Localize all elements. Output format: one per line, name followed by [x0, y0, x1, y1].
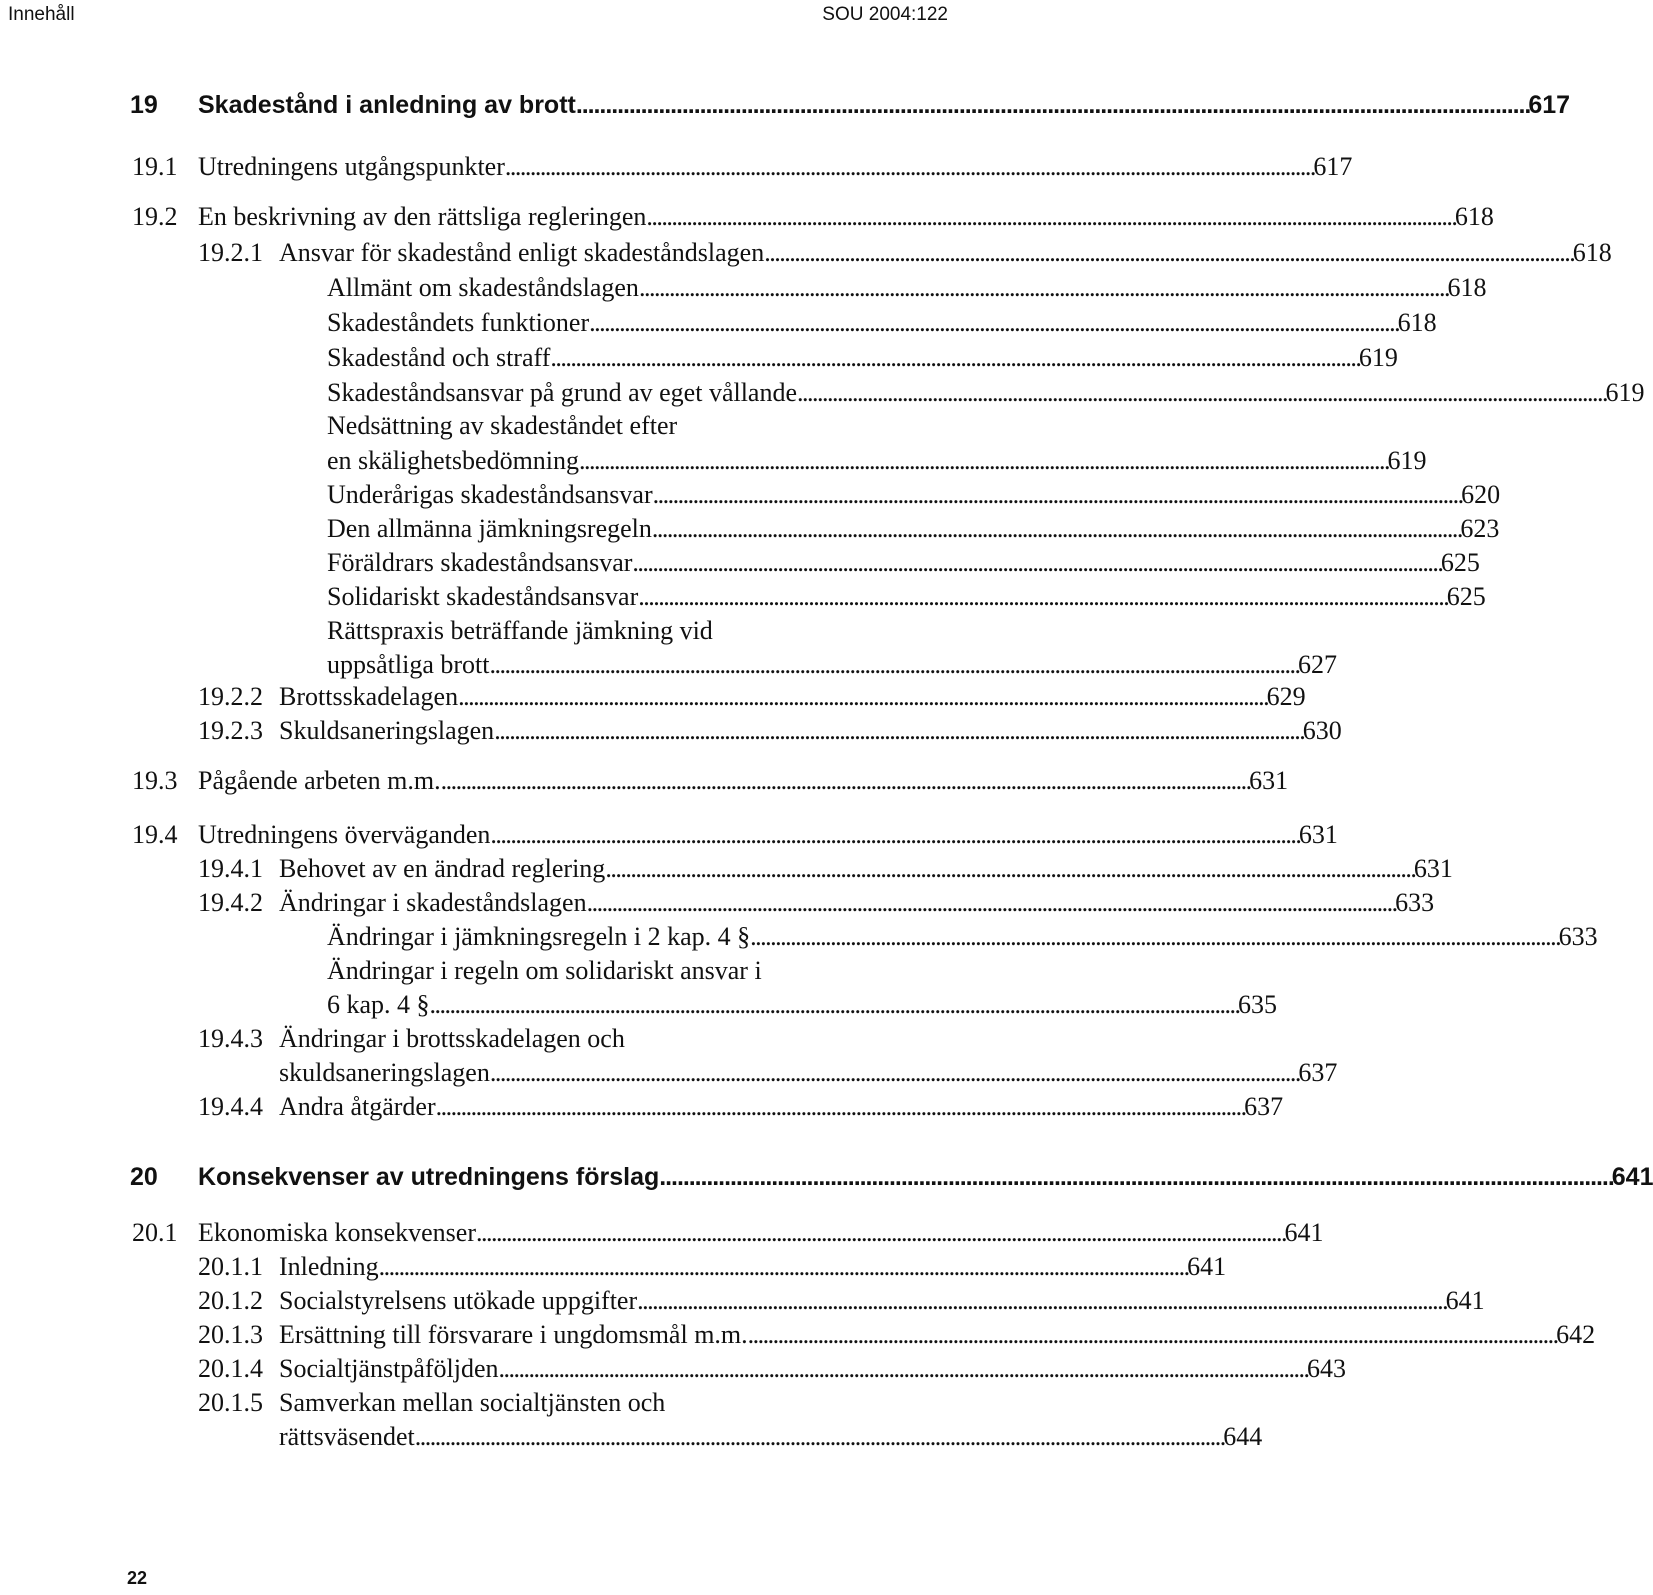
- toc-entry[interactable]: [0, 200, 1494, 236]
- toc-entry[interactable]: [0, 1420, 1263, 1456]
- dot-leader: [638, 580, 1446, 614]
- toc-entry-title: rättsväsendet: [279, 1422, 415, 1451]
- toc-entry-title: skuldsaneringslagen: [279, 1058, 490, 1087]
- toc-entry-title: Allmänt om skadeståndslagen: [327, 273, 639, 302]
- toc-entry-number: 20.1.2: [198, 1286, 263, 1315]
- toc-entry-title: Socialtjänstpåföljden: [279, 1354, 499, 1383]
- dot-leader: [605, 852, 1413, 886]
- toc-entry-title: Ersättning till försvarare i ungdomsmål m.m.: [279, 1320, 748, 1349]
- toc-entry-title: Solidariskt skadeståndsansvar: [327, 582, 639, 611]
- toc-entry-title: 6 kap. 4 §: [327, 990, 430, 1019]
- toc-entry[interactable]: [0, 1216, 1324, 1252]
- dot-leader: [379, 1250, 1187, 1284]
- toc-entry[interactable]: [0, 988, 1278, 1024]
- toc-entry-title: En beskrivning av den rättsliga regleringen: [198, 202, 647, 231]
- toc-entry[interactable]: [0, 648, 1337, 684]
- toc-entry-page: 618: [1397, 308, 1437, 337]
- dot-leader: [430, 988, 1238, 1022]
- toc-entry-title: Rättspraxis beträffande jämkning vid: [327, 616, 713, 645]
- toc-entry-page: 618: [1447, 273, 1487, 302]
- toc-entry-title: uppsåtliga brott: [327, 650, 490, 679]
- toc-entry-page: 641: [1284, 1218, 1324, 1247]
- toc-entry[interactable]: [0, 580, 1486, 616]
- toc-entry-page: 619: [1358, 343, 1398, 372]
- toc-entry-page: 641: [1445, 1286, 1485, 1315]
- dot-leader: [589, 306, 1397, 340]
- toc-entry[interactable]: [0, 271, 1487, 307]
- toc-entry-page: 631: [1413, 854, 1453, 883]
- toc-entry-number: 19.3: [132, 766, 178, 795]
- dot-leader: [659, 1160, 1611, 1194]
- toc-entry-page: 633: [1395, 888, 1435, 917]
- dot-leader: [505, 150, 1313, 184]
- dot-leader: [587, 886, 1395, 920]
- toc-entry-page: 625: [1446, 582, 1486, 611]
- dot-leader: [637, 1284, 1445, 1318]
- toc-entry-page: 629: [1266, 682, 1306, 711]
- toc-entry-title: Skadestånd i anledning av brott: [198, 91, 576, 119]
- toc-entry-title: Behovet av en ändrad reglering: [279, 854, 606, 883]
- toc-entry-number: 19.2.2: [198, 682, 263, 711]
- dot-leader: [489, 648, 1297, 682]
- toc-entry-page: 643: [1307, 1354, 1347, 1383]
- dot-leader: [748, 1318, 1556, 1352]
- toc-entry-number: 19.1: [132, 152, 178, 181]
- toc-entry-title: Ändringar i regeln om solidariskt ansvar i: [327, 956, 762, 985]
- dot-leader: [490, 818, 1298, 852]
- toc-entry[interactable]: [0, 409, 960, 445]
- toc-entry[interactable]: [0, 236, 1612, 272]
- toc-entry-page: 620: [1461, 480, 1501, 509]
- dot-leader: [632, 546, 1440, 580]
- dot-leader: [494, 714, 1302, 748]
- toc-entry[interactable]: [0, 376, 1645, 412]
- toc-entry-number: 19.4.3: [198, 1024, 263, 1053]
- toc-entry[interactable]: [0, 150, 1353, 186]
- toc-entry-title: en skälighetsbedömning: [327, 446, 580, 475]
- toc-entry[interactable]: [0, 1056, 1338, 1092]
- toc-entry-title: Ändringar i skadeståndslagen: [279, 888, 587, 917]
- dot-leader: [499, 1352, 1307, 1386]
- toc-entry[interactable]: [0, 818, 1338, 854]
- toc-entry-number: 20.1.3: [198, 1320, 263, 1349]
- toc-entry-number: 19.4: [132, 820, 178, 849]
- toc-entry-page: 627: [1297, 650, 1337, 679]
- toc-entry-number: 19.4.2: [198, 888, 263, 917]
- toc-entry-page: 619: [1387, 446, 1427, 475]
- toc-entry[interactable]: [0, 1386, 960, 1422]
- toc-entry-title: Skadeståndsansvar på grund av eget vållande: [327, 378, 798, 407]
- toc-entry[interactable]: [0, 886, 1435, 922]
- toc-entry[interactable]: [0, 764, 1289, 800]
- toc-entry-page: 630: [1302, 716, 1342, 745]
- toc-entry-number: 20.1.1: [198, 1252, 263, 1281]
- toc-entry[interactable]: [0, 546, 1480, 582]
- toc-entry-title: Samverkan mellan socialtjänsten och: [279, 1388, 666, 1417]
- toc-entry-title: Ansvar för skadestånd enligt skadeståndslagen: [279, 238, 765, 267]
- toc-entry[interactable]: [0, 614, 960, 650]
- toc-entry-title: Föräldrars skadeståndsansvar: [327, 548, 633, 577]
- toc-entry-title: Socialstyrelsens utökade uppgifter: [279, 1286, 638, 1315]
- toc-entry-number: 20.1.4: [198, 1354, 263, 1383]
- toc-entry-title: Ekonomiska konsekvenser: [198, 1218, 477, 1247]
- toc-entry[interactable]: [0, 1318, 1596, 1354]
- toc-entry-page: 617: [1528, 91, 1571, 119]
- toc-entry-title: Utredningens överväganden: [198, 820, 491, 849]
- toc-entry[interactable]: [0, 306, 1437, 342]
- toc-entry-title: Pågående arbeten m.m.: [198, 766, 441, 795]
- running-header-right: SOU 2004:122: [822, 4, 948, 25]
- toc-entry-page: 641: [1611, 1163, 1653, 1191]
- toc-entry-title: Underårigas skadeståndsansvar: [327, 480, 653, 509]
- toc-entry-page: 637: [1244, 1092, 1284, 1121]
- toc-entry-page: 625: [1440, 548, 1480, 577]
- toc-entry[interactable]: [0, 1284, 1485, 1320]
- toc-entry-page: 635: [1238, 990, 1278, 1019]
- toc-entry-page: 619: [1605, 378, 1645, 407]
- toc-entry-title: Inledning: [279, 1252, 379, 1281]
- dot-leader: [476, 1216, 1284, 1250]
- toc-entry[interactable]: [0, 1352, 1347, 1388]
- toc-entry-number: 19.4.1: [198, 854, 263, 883]
- running-header-left: Innehåll: [8, 4, 75, 25]
- toc-entry[interactable]: [0, 680, 1306, 716]
- dot-leader: [797, 376, 1605, 410]
- dot-leader: [550, 341, 1358, 375]
- toc-entry-page: 644: [1223, 1422, 1263, 1451]
- toc-entry-page: 618: [1572, 238, 1612, 267]
- toc-entry-number: 19.4.4: [198, 1092, 263, 1121]
- dot-leader: [576, 88, 1528, 122]
- toc-entry-page: 637: [1298, 1058, 1338, 1087]
- dot-leader: [646, 200, 1454, 234]
- toc-entry[interactable]: [0, 478, 1501, 514]
- toc-entry-number: 19.2.1: [198, 238, 263, 267]
- toc-entry-number: 20.1: [132, 1218, 178, 1247]
- toc-entry-title: Ändringar i jämkningsregeln i 2 kap. 4 §: [327, 922, 751, 951]
- toc-entry-number: 19.2: [132, 202, 178, 231]
- toc-entry-title: Den allmänna jämkningsregeln: [327, 514, 652, 543]
- toc-entry-number: 19: [130, 91, 158, 119]
- toc-entry-page: 617: [1313, 152, 1353, 181]
- toc-entry-title: Brottsskadelagen: [279, 682, 459, 711]
- toc-entry-title: Utredningens utgångspunkter: [198, 152, 505, 181]
- toc-entry[interactable]: [0, 954, 960, 990]
- toc-entry[interactable]: [0, 1250, 1227, 1286]
- dot-leader: [652, 512, 1460, 546]
- toc-entry-page: 623: [1460, 514, 1500, 543]
- toc-entry[interactable]: [0, 512, 1500, 548]
- toc-entry-title: Ändringar i brottsskadelagen och: [279, 1024, 625, 1053]
- toc-entry[interactable]: [0, 1160, 1653, 1196]
- toc-entry-page: 642: [1556, 1320, 1596, 1349]
- toc-entry-number: 20.1.5: [198, 1388, 263, 1417]
- toc-entry[interactable]: [0, 88, 1571, 124]
- dot-leader: [653, 478, 1461, 512]
- toc-entry-page: 631: [1249, 766, 1289, 795]
- dot-leader: [750, 920, 1558, 954]
- dot-leader: [415, 1420, 1223, 1454]
- toc-entry[interactable]: [0, 1090, 1284, 1126]
- toc-entry-title: Nedsättning av skadeståndet efter: [327, 411, 678, 440]
- toc-entry-title: Skadestånd och straff: [327, 343, 551, 372]
- dot-leader: [579, 444, 1387, 478]
- dot-leader: [639, 271, 1447, 305]
- toc-entry-title: Andra åtgärder: [279, 1092, 436, 1121]
- toc-entry-title: Konsekvenser av utredningens förslag: [198, 1163, 660, 1191]
- toc-entry-page: 631: [1298, 820, 1338, 849]
- toc-entry-page: 618: [1454, 202, 1494, 231]
- toc-entry-title: Skuldsaneringslagen: [279, 716, 495, 745]
- toc-entry[interactable]: [0, 444, 1427, 480]
- dot-leader: [436, 1090, 1244, 1124]
- toc-entry[interactable]: [0, 920, 1598, 956]
- dot-leader: [458, 680, 1266, 714]
- toc-entry-page: 633: [1558, 922, 1598, 951]
- dot-leader: [441, 764, 1249, 798]
- dot-leader: [490, 1056, 1298, 1090]
- toc-entry-page: 641: [1187, 1252, 1227, 1281]
- toc-entry[interactable]: [0, 714, 1342, 750]
- page-number: 22: [127, 1568, 148, 1588]
- toc-entry[interactable]: [0, 852, 1453, 888]
- toc-entry[interactable]: [0, 341, 1398, 377]
- toc-entry[interactable]: [0, 1022, 960, 1058]
- dot-leader: [764, 236, 1572, 270]
- toc-entry-number: 20: [130, 1163, 158, 1191]
- toc-entry-number: 19.2.3: [198, 716, 263, 745]
- toc-entry-title: Skadeståndets funktioner: [327, 308, 590, 337]
